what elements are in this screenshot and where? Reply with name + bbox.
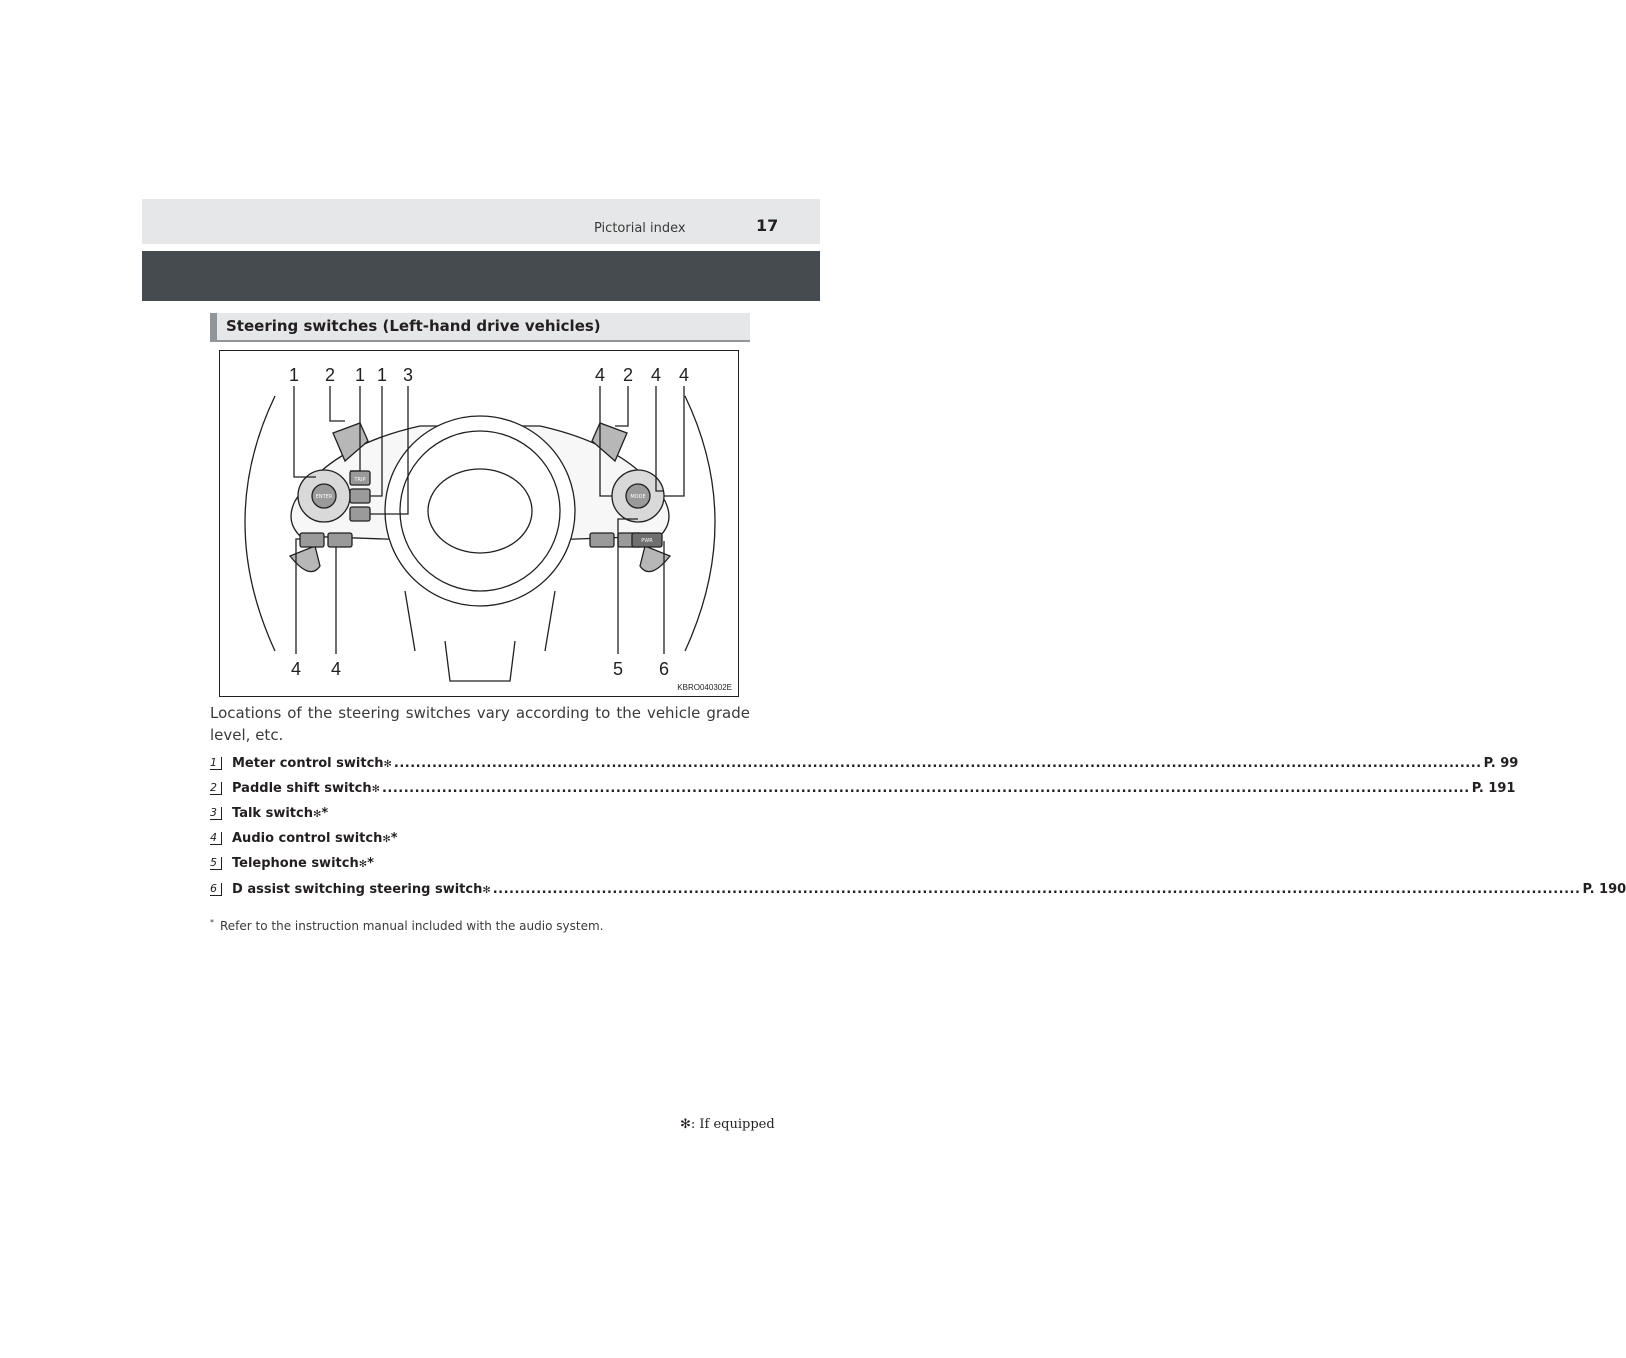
callout-top: 4 <box>594 365 606 385</box>
callout-top: 3 <box>402 365 414 385</box>
dot-leader: ........................................................................................................................................................................................................ <box>393 755 1482 771</box>
item-label <box>232 882 491 897</box>
item-number-badge: 6 <box>210 883 222 896</box>
item-label-text: D assist switching steering switch <box>232 881 483 897</box>
dot-leader: ........................................................................................................................................................................................................ <box>492 881 1581 897</box>
header-bar <box>142 199 820 244</box>
trip-button-label: TRIP <box>354 477 366 483</box>
item-label <box>232 856 374 871</box>
callout-top: 4 <box>650 365 662 385</box>
if-equipped-mark: ✻ <box>312 808 322 820</box>
switch-list-item <box>210 852 750 874</box>
steering-switch-illustration <box>219 350 739 697</box>
item-label-text: Talk switch <box>232 805 313 821</box>
mode-button-label: MODE <box>630 494 646 500</box>
callout-top: 2 <box>324 365 336 385</box>
item-number-badge: 1 <box>210 757 222 770</box>
callout-top: 2 <box>622 365 634 385</box>
page-number: 17 <box>756 216 779 235</box>
item-number-badge: 4 <box>210 832 222 845</box>
switch-list-item <box>210 752 1519 774</box>
item-label <box>232 831 398 846</box>
if-equipped-note: ✻: If equipped <box>680 1117 775 1132</box>
switch-list-item <box>210 802 750 824</box>
item-number-badge: 5 <box>210 857 222 870</box>
switch-list-item <box>210 827 750 849</box>
enter-button-label: ENTER <box>315 494 333 500</box>
heading-text: Steering switches (Left-hand drive vehicles) <box>226 317 601 335</box>
callout-top: 1 <box>376 365 388 385</box>
page-reference[interactable]: P. 190 <box>1582 881 1626 897</box>
item-number-badge: 2 <box>210 782 222 795</box>
callout-top: 1 <box>288 365 300 385</box>
if-equipped-mark: ✻ <box>371 783 380 795</box>
section-heading <box>210 313 750 342</box>
switch-list-item <box>210 777 1516 799</box>
switch-list-item <box>210 878 1626 900</box>
item-label-text: Telephone switch <box>232 855 359 871</box>
chapter-band <box>142 251 820 301</box>
footnote-ref-mark: * <box>367 855 374 871</box>
item-label <box>232 806 328 821</box>
heading-accent <box>210 313 217 340</box>
if-equipped-mark: ✻ <box>383 758 392 770</box>
item-label-text: Meter control switch <box>232 755 384 771</box>
if-equipped-mark: ✻ <box>358 858 368 870</box>
footnote-ref-mark: * <box>390 830 398 846</box>
footnote <box>210 918 603 933</box>
if-equipped-mark: ✻ <box>482 884 491 896</box>
dot-leader: ........................................................................................................................................................................................................ <box>381 780 1470 796</box>
callout-bottom: 6 <box>658 659 670 679</box>
item-label-text: Paddle shift switch <box>232 780 372 796</box>
footnote-ref-mark: * <box>321 805 329 821</box>
steering-wheel-drawing <box>220 351 740 698</box>
page-reference[interactable]: P. 191 <box>1471 780 1516 796</box>
footnote-marker: * <box>210 918 214 927</box>
section-title: Pictorial index <box>594 221 686 236</box>
item-label <box>232 781 380 796</box>
caption: Locations of the steering switches vary according to the vehicle grade level, etc. <box>210 704 750 744</box>
callout-top: 1 <box>354 365 366 385</box>
item-label-text: Audio control switch <box>232 830 383 846</box>
footnote-text: Refer to the instruction manual included with the audio system. <box>220 919 604 933</box>
callout-bottom: 5 <box>612 659 624 679</box>
callout-bottom: 4 <box>290 659 302 679</box>
if-equipped-mark: ✻ <box>382 833 391 845</box>
page-reference[interactable]: P. 99 <box>1483 755 1519 771</box>
callout-top: 4 <box>678 365 690 385</box>
item-label <box>232 756 392 771</box>
item-number-badge: 3 <box>210 807 222 820</box>
pwr-button-label: PWR <box>641 538 653 544</box>
callout-bottom: 4 <box>330 659 342 679</box>
figure-code: KBRO040302E <box>677 683 732 692</box>
